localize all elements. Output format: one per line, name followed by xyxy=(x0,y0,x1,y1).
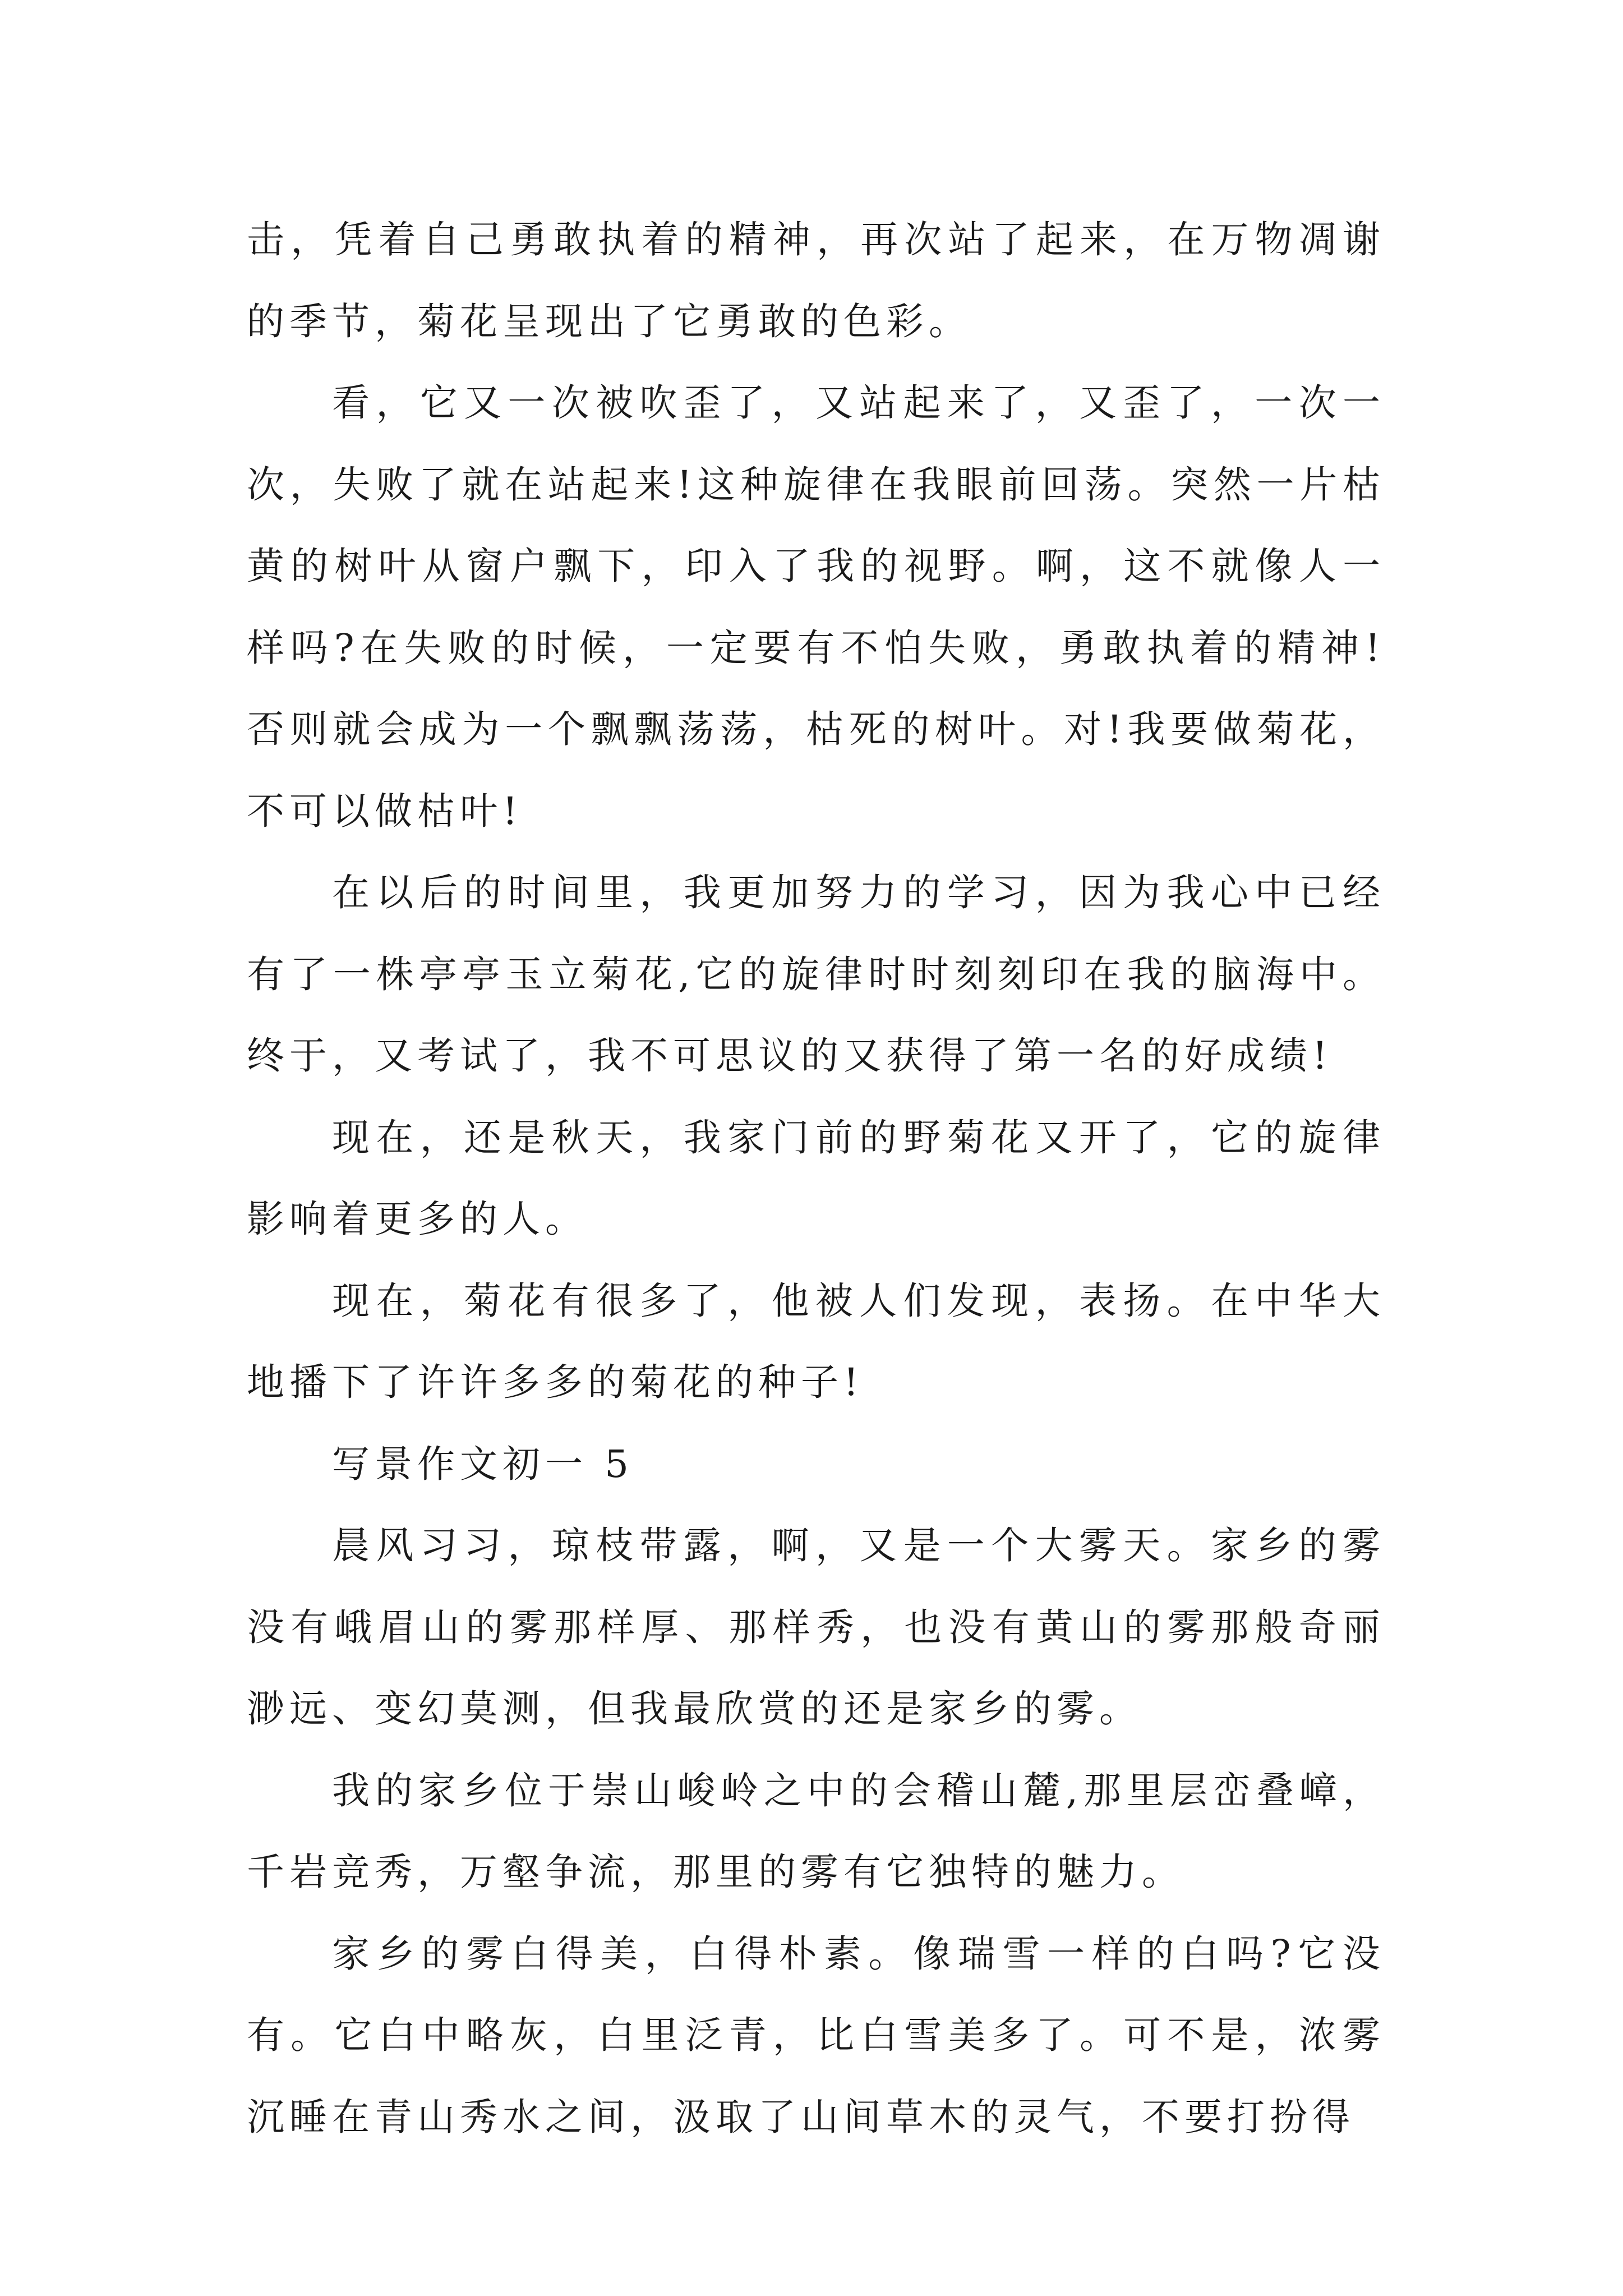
paragraph-5: 现在，菊花有很多了，他被人们发现，表扬。在中华大地播下了许许多多的菊花的种子! xyxy=(247,1278,1385,1404)
paragraph-1: 击，凭着自己勇敢执着的精神，再次站了起来，在万物凋谢的季节，菊花呈现出了它勇敢的色彩。 xyxy=(247,218,1385,343)
paragraph-8: 家乡的雾白得美，白得朴素。像瑞雪一样的白吗?它没有。它白中略灰，白里泛青，比白雪美多了。可不是，浓雾沉睡在青山秀水之间，汲取了山间草木的灵气，不要打扮得 xyxy=(247,1931,1385,2139)
document-body xyxy=(247,199,1385,2158)
paragraph-3: 在以后的时间里，我更加努力的学习，因为我心中已经有了一株亭亭玉立菊花,它的旋律时时刻刻印在我的脑海中。终于，又考试了，我不可思议的又获得了第一名的好成绩! xyxy=(247,871,1385,1078)
paragraph-4: 现在，还是秋天，我家门前的野菊花又开了，它的旋律影响着更多的人。 xyxy=(247,1115,1385,1241)
paragraph-7: 我的家乡位于崇山峻岭之中的会稽山麓,那里层峦叠嶂，千岩竞秀，万壑争流，那里的雾有它独特的魅力。 xyxy=(247,1768,1385,1894)
paragraph-2: 看，它又一次被吹歪了，又站起来了，又歪了，一次一次，失败了就在站起来!这种旋律在我眼前回荡。突然一片枯黄的树叶从窗户飘下，印入了我的视野。啊，这不就像人一样吗?在失败的时候，一定要有不怕失败，勇敢执着的精神!否则就会成为一个飘飘荡荡，枯死的树叶。对!我要做菊花，不可以做枯叶! xyxy=(247,381,1385,833)
paragraph-6: 晨风习习，琼枝带露，啊，又是一个大雾天。家乡的雾没有峨眉山的雾那样厚、那样秀，也没有黄山的雾那般奇丽渺远、变幻莫测，但我最欣赏的还是家乡的雾。 xyxy=(247,1524,1385,1731)
section-heading: 写景作文初一 5 xyxy=(332,1442,634,1486)
